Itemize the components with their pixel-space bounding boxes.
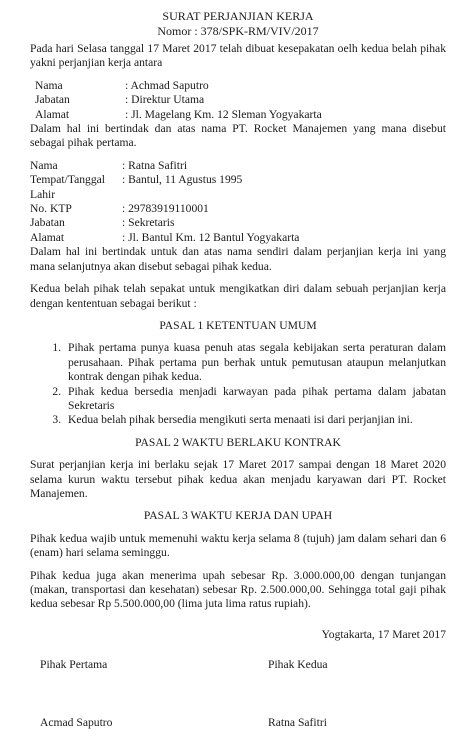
party1-name-row [30,79,446,93]
list-item: 3. Kedua belah pihak bersedia mengikuti serta menaati isi dari perjanjian ini. [64,413,446,427]
pasal3-heading: PASAL 3 WAKTU KERJA DAN UPAH [143,509,333,523]
signature-block [30,658,446,742]
field-value: : Direktur Utama [125,93,205,107]
pasal1-heading: PASAL 1 KETENTUAN UMUM [159,318,317,332]
field-label: Nama [30,158,58,172]
first-party-name: Acmad Saputro [40,716,113,730]
field-value: : Sekretaris [122,216,175,230]
party1-address-row [30,108,446,122]
second-party-name: Ratna Safitri [268,716,327,730]
party2-name-row [30,159,446,173]
field-label: Nama [35,78,63,92]
field-value: : 29783919110001 [122,202,209,216]
field-label: Tempat/Tanggal Lahir [30,173,105,201]
list-item: 2. Pihak kedua bersedia menjadi karwayan pada pihak pertama dalam jabatan Sekretaris [64,385,446,414]
party1-statement: Dalam hal ini bertindak dan atas nama PT. Rocket Manajemen yang mana disebut sebagai pihak pertama. [30,122,446,150]
party2-ktp-row [30,202,446,216]
place-date: Yogtakarta, 17 Maret 2017 [321,627,446,641]
document-title: SURAT PERJANJIAN KERJA [162,9,314,23]
first-party-role: Pihak Pertama [40,658,108,672]
pasal3-paragraph-hours: Pihak kedua wajib untuk memenuhi waktu kerja selama 8 (tujuh) jam dalam sehari dan 6 (enam) hari selama seminggu. [30,531,446,560]
field-value: : Achmad Saputro [125,78,209,92]
field-label: Alamat [30,230,65,244]
party2-birth-row [30,173,446,202]
field-label: Jabatan [35,93,70,107]
field-value: : Jl. Bantul Km. 12 Bantul Yogyakarta [122,230,300,244]
field-value: : Jl. Magelang Km. 12 Sleman Yogyakarta [125,107,322,121]
field-label: Alamat [35,107,70,121]
field-label: No. KTP [30,202,72,216]
field-value: : Ratna Safitri [122,158,188,172]
pasal3-paragraph-wage: Pihak kedua juga akan menerima upah sebesar Rp. 3.000.000,00 dengan tunjangan (makan, transportasi dan kesehatan) sebesar Rp. 2.500.000,00. Sehingga total gaji pihak kedua sebesar Rp 5.500.000,00 (lima juta lima ratus rupiah). [30,568,446,611]
pasal2-paragraph: Surat perjanjian kerja ini berlaku sejak 17 Maret 2017 sampai dengan 18 Maret 2020 selama kurun waktu tersebut pihak kedua akan menjadu karyawan dari PT. Rocket Manajemen. [30,458,446,500]
field-label: Jabatan [30,216,65,230]
party2-details [30,159,446,245]
party1-position-row [30,93,446,107]
intro-paragraph: Pada hari Selasa tanggal 17 Maret 2017 telah dibuat kesepakatan oelh kedua belah pihak yakni perjanjian kerja antara [30,42,446,70]
party2-statement: Dalam hal ini bertindak untuk dan atas nama sendiri dalam perjanjian kerja ini yang mana selanjutnya akan disebut sebagai pihak kedua. [30,245,446,273]
field-value: : Bantul, 11 Agustus 1995 [122,173,243,187]
list-item: 1. Pihak pertama punya kuasa penuh atas segala kebijakan serta peraturan dalam perusahaan. Pihak pertama pun berhak untuk pemutusan ataupun melanjutkan kontrak dengan pihak kedua. [64,341,446,384]
party1-details [30,79,446,122]
document-number: Nomor : 378/SPK-RM/VIV/2017 [157,23,319,38]
second-party-role: Pihak Kedua [268,658,328,672]
pasal2-heading: PASAL 2 WAKTU BERLAKU KONTRAK [135,435,341,449]
agreement-paragraph: Kedua belah pihak telah sepakat untuk mengikatkan diri dalam sebuah perjanjian kerja dengan kententuan sebagai berikut : [30,282,446,310]
party2-address-row [30,231,446,245]
party2-position-row [30,216,446,230]
pasal1-list [30,341,446,427]
